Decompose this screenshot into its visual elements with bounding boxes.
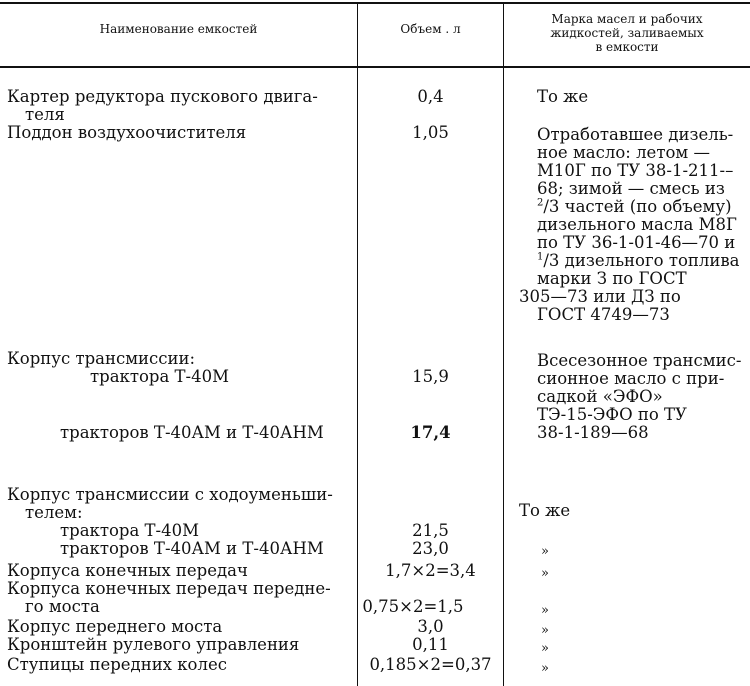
row3-oil-line2: сионное масло с при-	[537, 369, 725, 388]
header-oil-column-line2: жидкостей, заливаемых	[550, 26, 704, 40]
row9-name: Ступицы передних колес	[7, 655, 227, 674]
row1-name-line1: Картер редуктора пускового двига-	[7, 87, 318, 106]
row3-oil-line3: садкой «ЭФО»	[537, 387, 663, 406]
row2-oil-line6: дизельного масла М8Г	[537, 215, 737, 234]
column-divider-2	[503, 3, 504, 686]
header-volume-column: Объем . л	[400, 22, 461, 36]
row4-oil: То же	[519, 501, 571, 520]
row9-ditto: »	[541, 661, 549, 676]
row4-sub1-name: трактора Т-40М	[60, 521, 200, 540]
row6-ditto: »	[541, 603, 549, 618]
row2-name: Поддон воздухоочистителя	[7, 123, 247, 142]
row3-oil-line1: Всесезонное трансмис-	[537, 351, 742, 370]
row3-sub2-volume: 17,4	[410, 423, 451, 442]
header-name-column: Наименование емкостей	[99, 22, 258, 36]
row7-name: Корпус переднего моста	[7, 617, 223, 636]
row2-oil-line9: марки З по ГОСТ	[537, 269, 687, 288]
row1-name-line2: теля	[25, 105, 65, 124]
row3-sub2-name: тракторов Т-40АМ и Т-40АНМ	[60, 423, 324, 442]
row7-volume: 3,0	[417, 617, 444, 636]
row2-oil-line8-text: /3 дизельного топлива	[543, 251, 740, 270]
row2-oil-line4: 68; зимой — смесь из	[537, 179, 725, 198]
row2-oil-line8	[537, 252, 739, 270]
row8-ditto: »	[541, 641, 549, 656]
row3-sub1-name: трактора Т-40М	[90, 367, 230, 386]
row4-sub1-volume: 21,5	[412, 521, 449, 540]
row3-oil-line5: 38-1-189—68	[537, 423, 649, 442]
row1-oil: То же	[537, 87, 589, 106]
header-oil-column-line1: Марка масел и рабочих	[551, 12, 703, 26]
row2-oil-line1: Отработавшее дизель-	[537, 125, 734, 144]
row2-oil-line10: 305—73 или ДЗ по	[519, 287, 681, 306]
row2-oil-line5-text: /3 частей (по объему)	[543, 197, 732, 216]
fraction-numerator: 2	[537, 197, 544, 209]
row5-ditto: »	[541, 566, 549, 581]
row3-sub1-volume: 15,9	[412, 367, 449, 386]
row4-sub2-volume: 23,0	[412, 539, 449, 558]
row4-sub2-name: тракторов Т-40АМ и Т-40АНМ	[60, 539, 324, 558]
row8-volume: 0,11	[412, 635, 449, 654]
header-bottom-rule	[0, 66, 750, 68]
row3-name: Корпус трансмиссии:	[7, 349, 196, 368]
row2-oil-line5	[537, 198, 732, 216]
row3-oil-line4: ТЭ-15-ЭФО по ТУ	[537, 405, 687, 424]
row2-oil-line2: ное масло: летом —	[537, 143, 710, 162]
row1-volume: 0,4	[417, 87, 444, 106]
row5-name: Корпуса конечных передач	[7, 561, 248, 580]
row8-name: Кронштейн рулевого управления	[7, 635, 300, 654]
row2-oil-line3: М10Г по ТУ 38-1-211-–	[537, 161, 734, 180]
row6-name-line2: го моста	[25, 597, 100, 616]
row4-sub2-ditto: »	[541, 544, 549, 559]
fraction-numerator: 1	[537, 251, 544, 263]
row2-oil-line11: ГОСТ 4749—73	[537, 305, 670, 324]
table-top-rule	[0, 2, 750, 4]
row6-name-line1: Корпуса конечных передач передне-	[7, 579, 331, 598]
header-oil-column-line3: в емкости	[595, 40, 659, 54]
row9-volume: 0,185×2=0,37	[369, 655, 492, 674]
row7-ditto: »	[541, 623, 549, 638]
row2-oil-line7: по ТУ 36-1-01-46—70 и	[537, 233, 736, 252]
row2-volume: 1,05	[412, 123, 449, 142]
row5-volume: 1,7×2=3,4	[385, 561, 476, 580]
row4-name-line2: телем:	[25, 503, 83, 522]
row4-name-line1: Корпус трансмиссии с ходоуменьши-	[7, 485, 333, 504]
row6-volume: 0,75×2=1,5	[362, 597, 464, 616]
